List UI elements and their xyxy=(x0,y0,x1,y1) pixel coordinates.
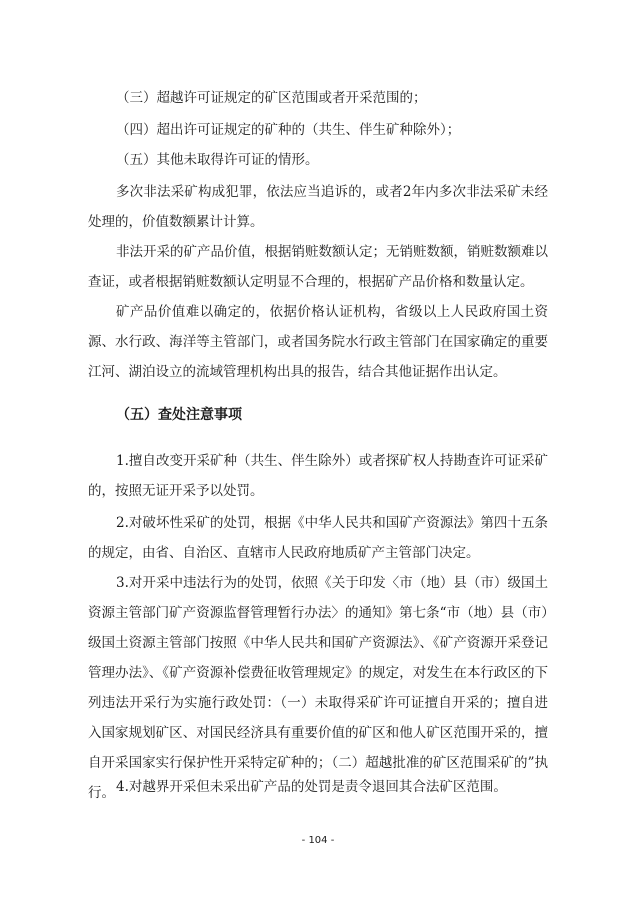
section-heading: （五）查处注意事项 xyxy=(116,407,242,423)
paragraph-cumulative-value: 多次非法采矿构成犯罪，依法应当追诉的，或者2年内多次非法采矿未经处理的，价值数额累计计算。 xyxy=(88,184,548,230)
paragraph-product-value: 非法开采的矿产品价值，根据销赃数额认定；无销赃数额，销赃数额难以查证，或者根据销赃数额认定明显不合理的，根据矿产品价格和数量认定。 xyxy=(88,244,548,290)
list-item-5: （五）其他未取得许可证的情形。 xyxy=(116,152,319,168)
paragraph-value-determination: 矿产品价值难以确定的，依据价格认证机构，省级以上人民政府国土资源、水行政、海洋等主管部门，或者国务院水行政主管部门在国家确定的重要江河、湖泊设立的流域管理机构出具的报告，结合其他证据作出认定。 xyxy=(88,304,548,380)
note-2: 2.对破坏性采矿的处罚，根据《中华人民共和国矿产资源法》第四十五条的规定，由省、自治区、直辖市人民政府地质矿产主管部门决定。 xyxy=(88,515,548,561)
list-item-3: （三）超越许可证规定的矿区范围或者开采范围的； xyxy=(116,90,427,106)
page-number: - 104 - xyxy=(301,835,335,846)
list-item-4: （四）超出许可证规定的矿种的（共生、伴生矿种除外）； xyxy=(116,122,461,138)
note-4: 4.对越界开采但未采出矿产品的处罚是责令退回其合法矿区范围。 xyxy=(116,779,507,795)
note-3: 3.对开采中违法行为的处罚，依照《关于印发〈市（地）县（市）级国土资源主管部门矿产资源监督管理暂行办法〉的通知》第七条“市（地）县（市）级国土资源主管部门按照《中华人民共和国矿产资源法》、《矿产资源开采登记管理办法》、《矿产资源补偿费征收管理规定》的规定，对发生在本行政区的下列违法开采行为实施行政处罚：（一）未取得采矿许可证擅自开采的；擅自进入国家规划矿区、对国民经济具有重要价值的矿区和他人矿区范围开采的，擅自开采国家实行保护性开采特定矿种的；（二）超越批准的矿区范围采矿的”执行。 xyxy=(88,575,548,801)
note-1: 1.擅自改变开采矿种（共生、伴生除外）或者探矿权人持勘查许可证采矿的，按照无证开采予以处罚。 xyxy=(88,453,548,499)
